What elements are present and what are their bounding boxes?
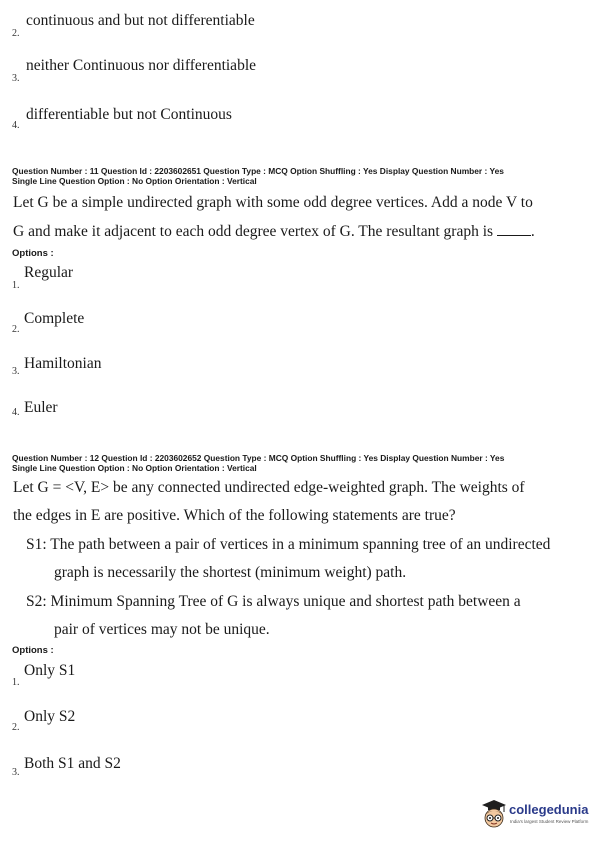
q12-option-3-text: Both S1 and S2 [24, 755, 121, 772]
graduate-mascot-icon [480, 798, 508, 830]
prev-option-4-number: 4. [12, 120, 20, 131]
logo-wordmark: collegedunia [509, 802, 589, 817]
q12-option-1-text: Only S1 [24, 662, 76, 679]
q11-metadata [12, 166, 587, 186]
q11-text-line-1: Let G be a simple undirected graph with some odd degree vertices. Add a node V to [13, 194, 533, 211]
prev-option-4-text: differentiable but not Continuous [26, 106, 232, 123]
prev-option-2-number: 2. [12, 28, 20, 39]
q11-blank [497, 222, 531, 236]
logo-tagline: India's largest Student Review Platform [510, 819, 589, 824]
q11-option-3-number: 3. [12, 366, 20, 377]
q11-option-2-number: 2. [12, 324, 20, 335]
q12-option-2-number: 2. [12, 722, 20, 733]
q12-option-2-text: Only S2 [24, 708, 76, 725]
q12-meta-line-2: Single Line Question Option : No Option Orientation : Vertical [12, 463, 257, 473]
q12-statement-s1-line-2: graph is necessarily the shortest (minimum weight) path. [54, 564, 407, 581]
prev-option-3-number: 3. [12, 73, 20, 84]
q12-text-line-1: Let G = <V, E> be any connected undirected edge-weighted graph. The weights of [13, 479, 525, 496]
prev-option-3-text: neither Continuous nor differentiable [26, 57, 257, 74]
q12-option-1-number: 1. [12, 677, 20, 688]
q11-option-1-number: 1. [12, 280, 20, 291]
q11-option-4-text: Euler [24, 399, 58, 416]
collegedunia-logo [480, 798, 590, 832]
q11-option-4-number: 4. [12, 407, 20, 418]
q12-text-line-2: the edges in E are positive. Which of the following statements are true? [13, 507, 456, 524]
q12-option-3-number: 3. [12, 767, 20, 778]
q11-text-line-2 [13, 222, 535, 241]
prev-option-2-text: continuous and but not differentiable [26, 12, 255, 29]
q11-options-label: Options : [12, 248, 54, 259]
q12-options-label: Options : [12, 645, 54, 656]
q12-statement-s2-line-2: pair of vertices may not be unique. [54, 621, 270, 638]
q11-option-1-text: Regular [24, 264, 74, 281]
q12-metadata [12, 453, 587, 473]
q11-option-2-text: Complete [24, 310, 85, 327]
q12-statement-s2-line-1: S2: Minimum Spanning Tree of G is always unique and shortest path between a [26, 593, 521, 610]
q11-text-line-2-body: G and make it adjacent to each odd degree vertex of G. The resultant graph is [13, 223, 494, 240]
q11-option-3-text: Hamiltonian [24, 355, 102, 372]
q11-meta-line-1: Question Number : 11 Question Id : 2203602651 Question Type : MCQ Option Shuffling : Yes Display Question Number : Yes [12, 166, 504, 176]
q11-text-line-2-end: . [530, 223, 535, 240]
q12-meta-line-1: Question Number : 12 Question Id : 2203602652 Question Type : MCQ Option Shuffling : Yes Display Question Number : Yes [12, 453, 505, 463]
q12-statement-s1-line-1: S1: The path between a pair of vertices in a minimum spanning tree of an undirected [26, 536, 551, 553]
q11-meta-line-2: Single Line Question Option : No Option Orientation : Vertical [12, 176, 257, 186]
